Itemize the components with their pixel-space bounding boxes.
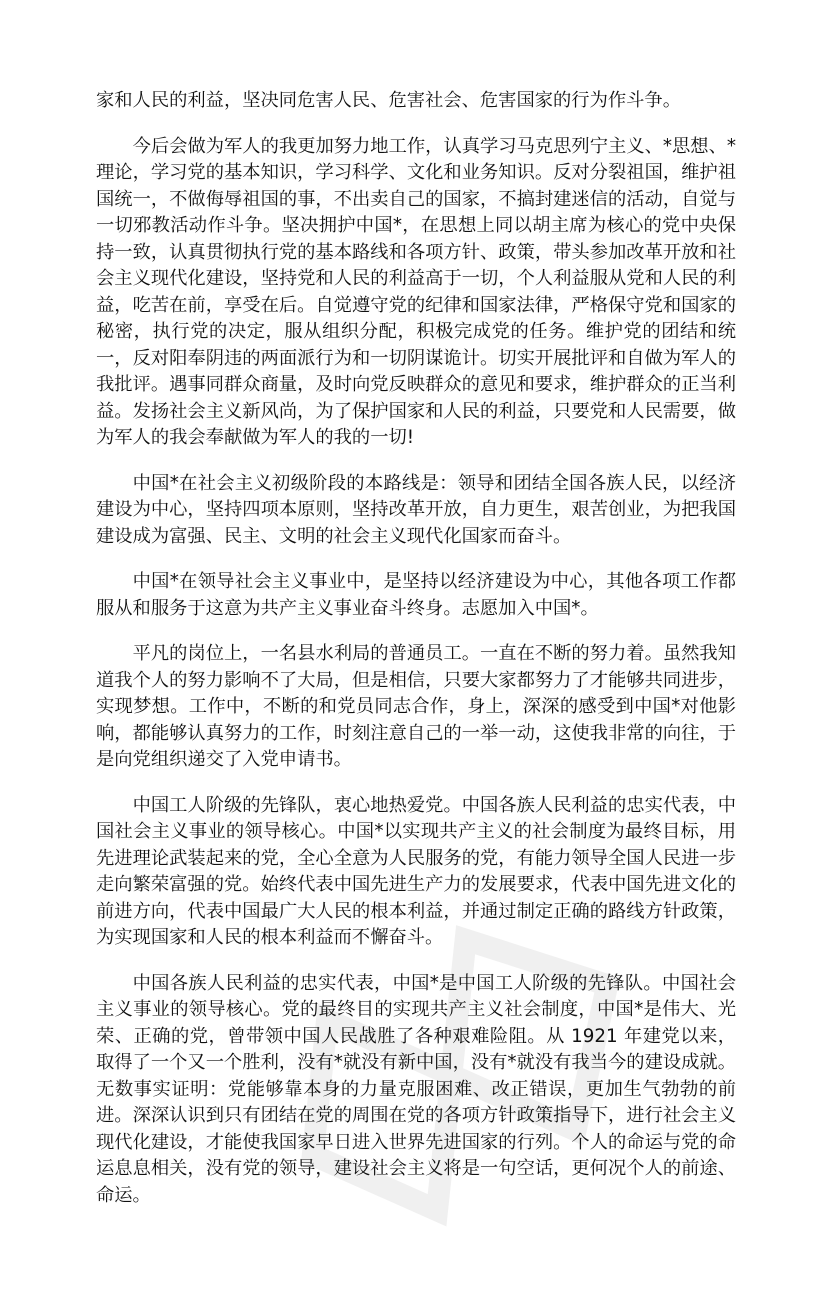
paragraph-commitment: 今后会做为军人的我更加努力地工作，认真学习马克思列宁主义、*思想、*理论，学习党的基本知识，学习科学、文化和业务知识。反对分裂祖国，维护祖国统一，不做侮辱祖国的事，不出卖自己的国家，不搞封建迷信的活动，自觉与一切邪教活动作斗争。坚决拥护中国*，在思想上同以胡主席为核心的党中央保持一致，认真贯彻执行党的基本路线和各项方针、政策，带头参加改革开放和社会主义现代化建设，坚持党和人民的利益高于一切，个人利益服从党和人民的利益，吃苦在前，享受在后。自觉遵守党的纪律和国家法律，严格保守党和国家的秘密，执行党的决定，服从组织分配，积极完成党的任务。维护党的团结和统一，反对阳奉阴违的两面派行为和一切阴谋诡计。切实开展批评和自做为军人的我批评。遇事同群众商量，及时向党反映群众的意见和要求，维护群众的正当利益。发扬社会主义新风尚，为了保护国家和人民的利益，只要党和人民需要，做为军人的我会奉献做为军人的我的一切! (96, 135, 736, 448)
document-body (96, 88, 736, 1228)
paragraph-continuation: 家和人民的利益，坚决同危害人民、危害社会、危害国家的行为作斗争。 (96, 90, 681, 111)
paragraph-personal-post: 平凡的岗位上，一名县水利局的普通员工。一直在不断的努力着。虽然我知道我个人的努力影响不了大局，但是相信，只要大家都努力了才能够共同进步，实现梦想。工作中，不断的和党员同志合作，身上，深深的感受到中国*对他影响，都能够认真努力的工作，时刻注意自己的一举一动，这使我非常的向往，于是向党组织递交了入党申请书。 (96, 643, 736, 770)
paragraph-economic-center: 中国*在领导社会主义事业中，是坚持以经济建设为中心，其他各项工作都服从和服务于这意为共产主义事业奋斗终身。志愿加入中国*。 (96, 571, 736, 619)
paragraph-history: 中国各族人民利益的忠实代表，中国*是中国工人阶级的先锋队。中国社会主义事业的领导核心。党的最终目的实现共产主义社会制度，中国*是伟大、光荣、正确的党，曾带领中国人民战胜了各种艰难险阻。从 1921 年建党以来，取得了一个又一个胜利，没有*就没有新中国，没有*就没有我当今的建设成就。无数事实证明：党能够靠本身的力量克服困难、改正错误，更加生气勃勃的前进。深深认识到只有团结在党的周围在党的各项方针政策指导下，进行社会主义现代化建设，才能使我国家早日进入世界先进国家的行列。个人的命运与党的命运息息相关，没有党的领导，建设社会主义将是一句空话，更何况个人的前途、命运。 (96, 972, 736, 1206)
paragraph-vanguard: 中国工人阶级的先锋队，衷心地热爱党。中国各族人民利益的忠实代表，中国社会主义事业的领导核心。中国*以实现共产主义的社会制度为最终目标，用先进理论武装起来的党，全心全意为人民服务的党，有能力领导全国人民进一步走向繁荣富强的党。始终代表中国先进生产力的发展要求，代表中国先进文化的前进方向，代表中国最广大人民的根本利益，并通过制定正确的路线方针政策，为实现国家和人民的根本利益而不懈奋斗。 (96, 794, 736, 948)
paragraph-basic-line: 中国*在社会主义初级阶段的本路线是：领导和团结全国各族人民，以经济建设为中心，坚持四项本原则，坚持改革开放，自力更生，艰苦创业，为把我国建设成为富强、民主、文明的社会主义现代化国家而奋斗。 (96, 472, 736, 547)
